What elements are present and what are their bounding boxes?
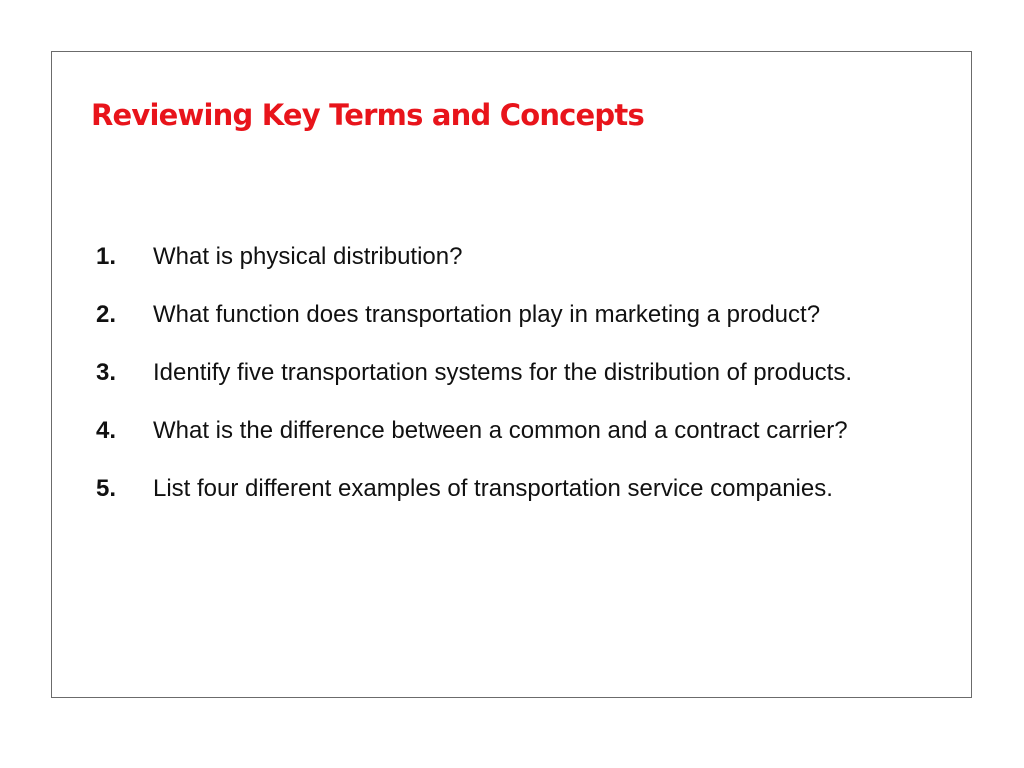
slide-title: Reviewing Key Terms and Concepts (91, 98, 644, 132)
question-number: 3. (96, 359, 117, 386)
question-number: 5. (96, 475, 117, 502)
list-item (96, 289, 966, 340)
question-text: Identify five transportation systems for the distribution of products. (153, 359, 852, 386)
question-number: 4. (96, 417, 117, 444)
question-list (96, 231, 966, 521)
question-text: What is the difference between a common and a contract carrier? (153, 417, 848, 444)
question-text: List four different examples of transportation service companies. (153, 475, 833, 502)
list-item (96, 463, 966, 514)
question-text: What function does transportation play in marketing a product? (153, 301, 821, 328)
question-text: What is physical distribution? (153, 243, 463, 270)
slide-frame (51, 51, 972, 698)
question-number: 2. (96, 301, 117, 328)
question-number: 1. (96, 243, 117, 270)
list-item (96, 347, 966, 398)
list-item (96, 405, 966, 456)
list-item (96, 231, 966, 282)
